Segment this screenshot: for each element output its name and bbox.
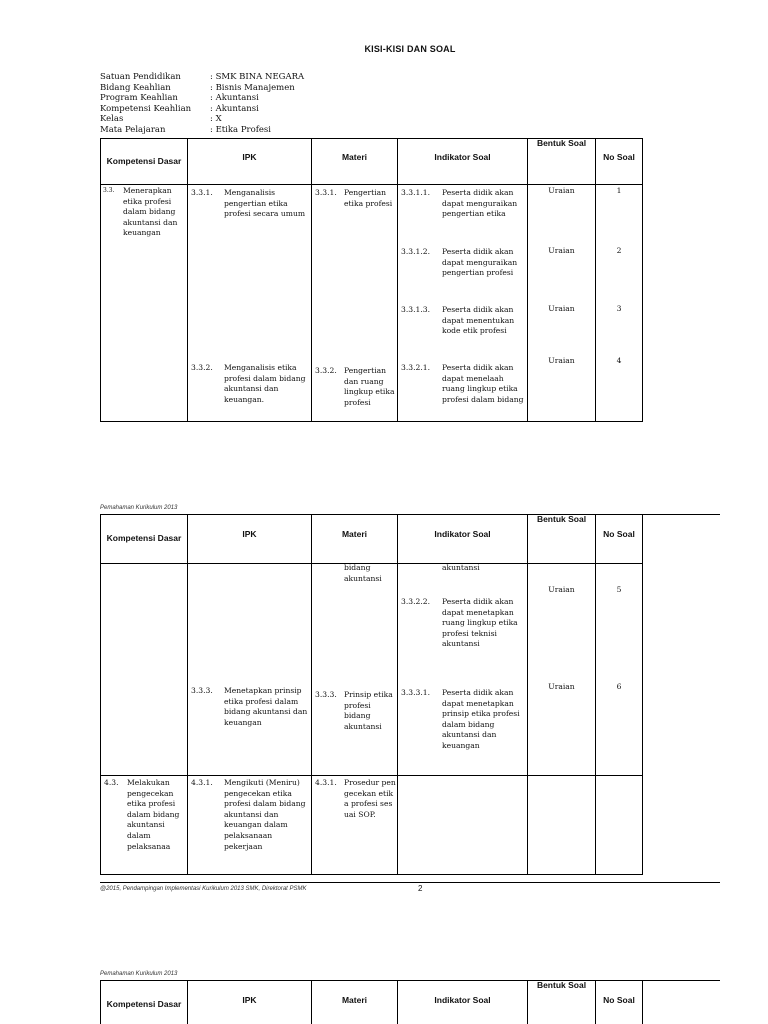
indikator-text: Peserta didik akan dapat menetapkan prinsip etika profesi dalam bidang akuntansi dan keuangan: [442, 688, 520, 750]
materi-text: Pengertian dan ruang lingkup etika profesi: [344, 366, 395, 407]
header-indikator: Indikator Soal: [434, 995, 491, 1005]
meta-key: Mata Pelajaran: [100, 124, 166, 135]
no-soal: 5: [616, 585, 622, 594]
header-indikator: Indikator Soal: [434, 152, 491, 162]
meta-row: [100, 83, 304, 94]
header-kd: Kompetensi Dasar: [106, 999, 182, 1009]
header-ipk: IPK: [242, 995, 257, 1005]
table-border: [397, 514, 398, 875]
header-materi: Materi: [341, 995, 368, 1005]
header-no: No Soal: [603, 152, 635, 162]
ipk-text: Menganalisis pengertian etika profesi secara umum: [224, 188, 306, 219]
indikator-text: Peserta didik akan dapat menguraikan pengertian etika: [442, 188, 518, 219]
kd-text: Melakukan pengecekan etika profesi dalam bidang akuntansi dalam pelaksanaa: [127, 778, 180, 851]
table-border: [642, 980, 643, 1024]
ipk-text: Menetapkan prinsip etika profesi dalam bidang akuntansi dan keuangan: [224, 686, 308, 727]
header-bentuk: Bentuk Soal: [536, 138, 587, 148]
ipk-number: 3.3.1.: [191, 188, 213, 197]
table-border: [187, 138, 188, 422]
ipk-text: Mengikuti (Meniru) pengecekan etika profesi dalam bidang akuntansi dan keuangan dalam pelaksanaan pekerjaan: [224, 778, 306, 851]
table-border: [100, 421, 643, 422]
ipk-text: Menganalisis etika profesi dalam bidang akuntansi dan keuangan.: [224, 363, 306, 404]
header-materi: Materi: [341, 152, 368, 162]
kd-number: 3.3.: [103, 187, 115, 194]
header-indikator: Indikator Soal: [434, 529, 491, 539]
bentuk-soal: Uraian: [548, 246, 575, 255]
table-border: [527, 138, 528, 422]
table-border: [187, 514, 188, 875]
table-border: [100, 138, 101, 422]
meta-row: [100, 72, 304, 83]
header-bentuk: Bentuk Soal: [536, 980, 587, 990]
table-border: [100, 980, 101, 1024]
no-soal: 4: [616, 356, 622, 365]
bentuk-soal: Uraian: [548, 186, 575, 195]
table-border: [642, 138, 643, 422]
indikator-text: Peserta didik akan dapat menentukan kode etik profesi: [442, 305, 515, 336]
header-kd: Kompetensi Dasar: [106, 156, 182, 166]
table-border: [100, 874, 643, 875]
kd-text: Menerapkan etika profesi dalam bidang akuntansi dan keuangan: [123, 186, 178, 238]
meta-row: [100, 93, 304, 104]
ipk-number: 3.3.3.: [191, 686, 213, 695]
running-header: Pemahaman Kurikulum 2013: [100, 505, 178, 511]
header-rule: [100, 980, 720, 981]
meta-key: Bidang Keahlian: [100, 82, 171, 93]
materi-text: Prosedur pengecekan etika profesi sesuai SOP.: [344, 778, 396, 819]
meta-key: Kelas: [100, 114, 124, 125]
table-border: [100, 514, 101, 875]
identity-block: [100, 72, 304, 136]
indikator-text: Peserta didik akan dapat menelaah ruang lingkup etika profesi dalam bidang: [442, 363, 524, 404]
table-border: [527, 514, 528, 875]
indikator-text: Peserta didik akan dapat menguraikan pengertian profesi: [442, 247, 518, 278]
table-border: [595, 514, 596, 875]
table-border: [100, 775, 643, 776]
header-no: No Soal: [603, 529, 635, 539]
footer-rule: [100, 882, 720, 883]
no-soal: 2: [616, 246, 622, 255]
table-border: [595, 138, 596, 422]
page-number: 2: [418, 884, 423, 893]
meta-key: Kompetensi Keahlian: [100, 103, 192, 114]
header-bentuk: Bentuk Soal: [536, 514, 587, 524]
materi-text: bidang akuntansi: [344, 563, 382, 583]
materi-number: 3.3.2.: [315, 366, 337, 375]
no-soal: 3: [616, 304, 622, 313]
indikator-number: 3.3.2.2.: [401, 597, 430, 606]
table-border: [397, 138, 398, 422]
meta-value: : Etika Profesi: [210, 124, 271, 135]
running-header: Pemahaman Kurikulum 2013: [100, 971, 178, 977]
table-border: [311, 514, 312, 875]
ipk-number: 3.3.2.: [191, 363, 213, 372]
header-ipk: IPK: [242, 152, 257, 162]
table-border: [642, 514, 643, 875]
meta-value: : Akuntansi: [210, 93, 259, 104]
materi-number: 3.3.1.: [315, 188, 337, 197]
header-rule: [100, 514, 720, 515]
indikator-number: 3.3.2.1.: [401, 363, 430, 372]
materi-text: Pengertian etika profesi: [344, 188, 393, 208]
meta-value: : SMK BINA NEGARA: [210, 72, 305, 82]
indikator-text: Peserta didik akan dapat menetapkan ruang lingkup etika profesi teknisi akuntansi: [442, 597, 518, 649]
meta-row: [100, 125, 304, 136]
bentuk-soal: Uraian: [548, 304, 575, 313]
meta-row: [100, 104, 304, 115]
bentuk-soal: Uraian: [548, 356, 575, 365]
meta-value: : Akuntansi: [210, 103, 259, 114]
ipk-number: 4.3.1.: [191, 778, 213, 787]
indikator-number: 3.3.1.1.: [401, 188, 430, 197]
meta-key: Program Keahlian: [100, 93, 178, 104]
meta-row: [100, 114, 304, 125]
document-title: KISI-KISI DAN SOAL: [364, 44, 456, 54]
materi-text: Prinsip etika profesi bidang akuntansi: [344, 690, 393, 731]
meta-value: : Bisnis Manajemen: [210, 82, 295, 93]
indikator-number: 3.3.3.1.: [401, 688, 430, 697]
meta-key: Satuan Pendidikan: [100, 72, 181, 82]
table-border: [311, 138, 312, 422]
kd-number: 4.3.: [104, 778, 119, 787]
page-footer: @2015, Pendampingan Implementasi Kurikulum 2013 SMK, Direktorat PSMK: [100, 886, 307, 892]
header-ipk: IPK: [242, 529, 257, 539]
no-soal: 1: [616, 186, 622, 195]
meta-value: : X: [210, 114, 222, 125]
bentuk-soal: Uraian: [548, 585, 575, 594]
table-border: [100, 184, 643, 185]
header-kd: Kompetensi Dasar: [106, 533, 182, 543]
no-soal: 6: [616, 682, 622, 691]
indikator-number: 3.3.1.2.: [401, 247, 430, 256]
bentuk-soal: Uraian: [548, 682, 575, 691]
header-materi: Materi: [341, 529, 368, 539]
indikator-text: akuntansi: [442, 563, 480, 572]
materi-number: 4.3.1.: [315, 778, 337, 787]
indikator-number: 3.3.1.3.: [401, 305, 430, 314]
materi-number: 3.3.3.: [315, 690, 337, 699]
header-no: No Soal: [603, 995, 635, 1005]
